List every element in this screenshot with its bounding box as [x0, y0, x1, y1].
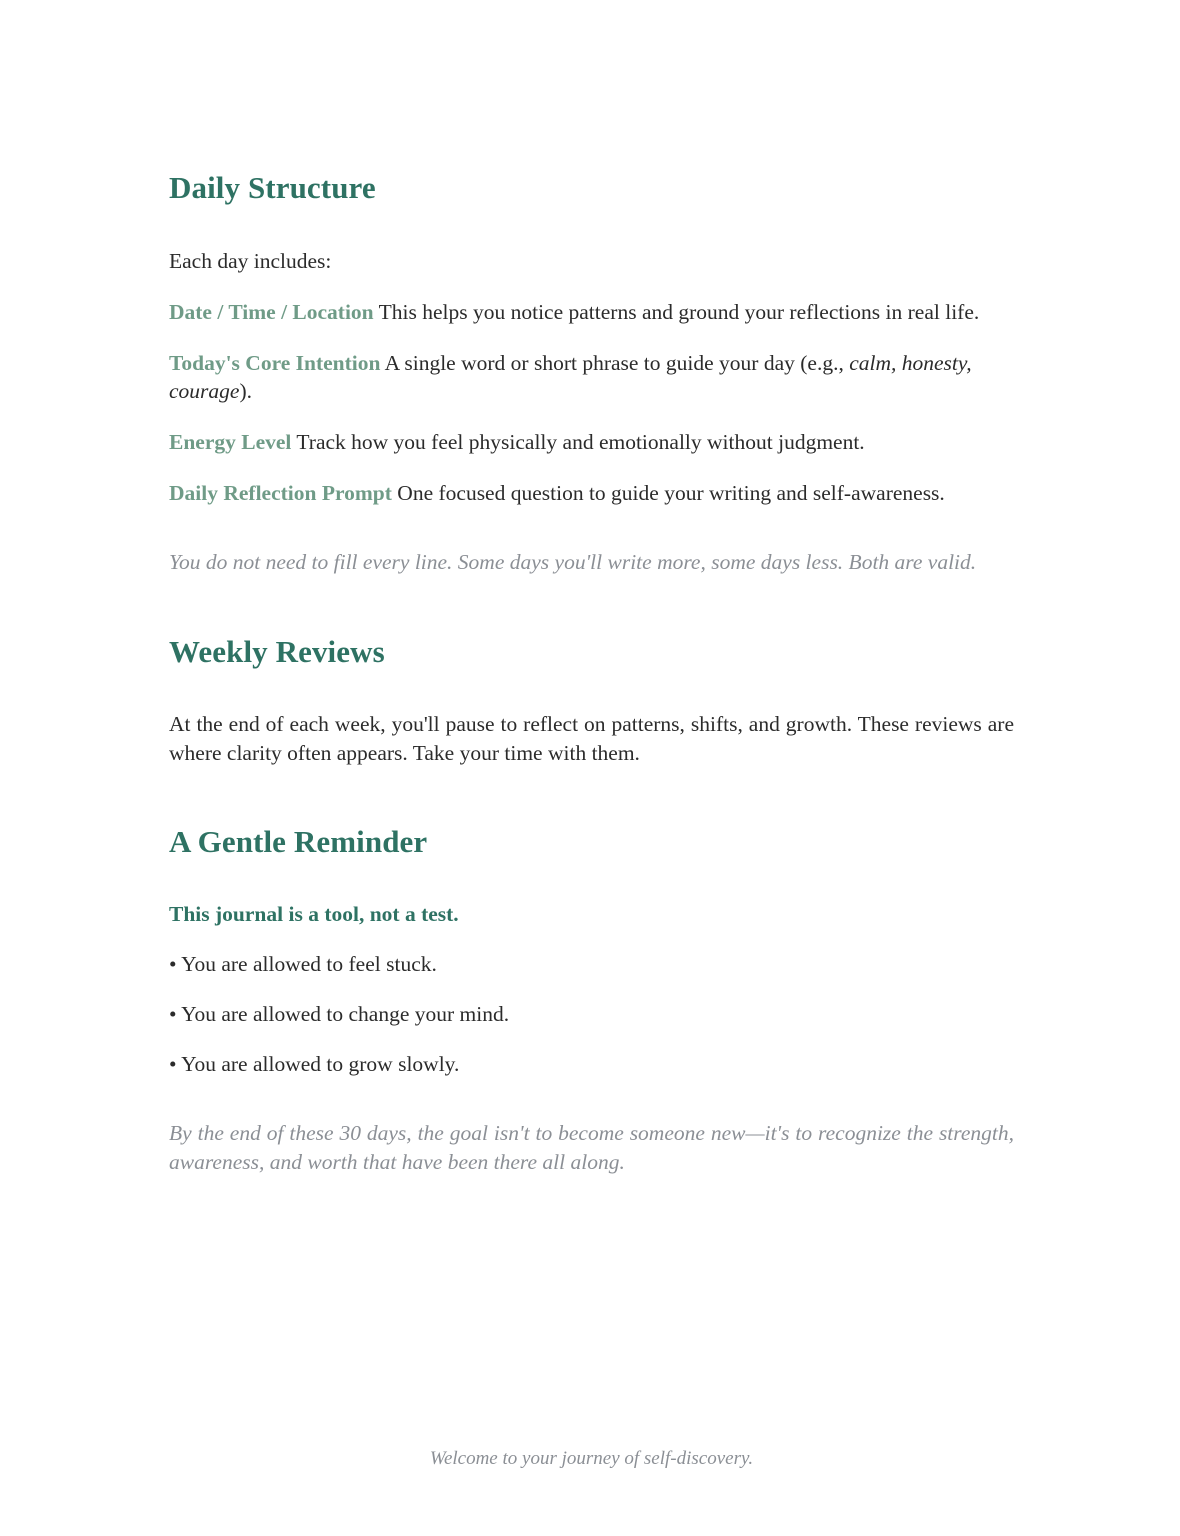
bullet-marker: • [169, 952, 177, 977]
structure-item-label: Date / Time / Location [169, 299, 374, 324]
structure-item-date-time-location [169, 276, 1014, 327]
bullet-marker: • [169, 1052, 177, 1077]
structure-item-core-intention [169, 327, 1014, 406]
page-footer: Welcome to your journey of self-discovery. [429, 1448, 754, 1469]
structure-item-text: Track how you feel physically and emotionally without judgment. [291, 429, 865, 454]
weekly-reviews-paragraph: At the end of each week, you'll pause to reflect on patterns, shifts, and growth. These reviews are where clarity often appears. Take your time with them. [169, 712, 1014, 765]
structure-item-label: Energy Level [169, 429, 292, 454]
structure-item-energy-level [169, 406, 1014, 457]
bullet-text: You are allowed to grow slowly. [181, 1052, 460, 1077]
section-heading-weekly-reviews: Weekly Reviews [169, 634, 385, 670]
structure-item-emphasis: calm, honesty, courage [169, 350, 972, 403]
structure-item-reflection-prompt [169, 457, 1014, 508]
gentle-reminder-strong-line: This journal is a tool, not a test. [169, 902, 459, 927]
daily-structure-lead: Each day includes: [169, 249, 332, 273]
reminder-bullet-item [169, 1029, 1014, 1079]
structure-item-label: Daily Reflection Prompt [169, 480, 392, 505]
structure-item-text: One focused question to guide your writing and self-awareness. [391, 480, 945, 505]
reminder-bullet-item [169, 979, 1014, 1029]
bullet-text: You are allowed to change your mind. [181, 1002, 510, 1027]
gentle-reminder-closing: By the end of these 30 days, the goal isn't to become someone new—it's to recognize the strength, awareness, and worth that have been there all along. [169, 1121, 1014, 1174]
structure-item-text: This helps you notice patterns and ground your reflections in real life. [373, 299, 980, 324]
document-page [169, 0, 1014, 1536]
section-heading-gentle-reminder: A Gentle Reminder [169, 824, 428, 860]
structure-item-text-after: ). [239, 378, 252, 403]
bullet-text: You are allowed to feel stuck. [181, 952, 437, 977]
structure-item-text: A single word or short phrase to guide your day (e.g., [380, 350, 850, 375]
structure-item-label: Today's Core Intention [169, 350, 381, 375]
reminder-bullet-item [169, 929, 1014, 979]
section-heading-daily-structure: Daily Structure [169, 170, 376, 205]
daily-structure-note: You do not need to fill every line. Some days you'll write more, some days less. Both are valid. [169, 549, 977, 574]
bullet-marker: • [169, 1002, 177, 1027]
